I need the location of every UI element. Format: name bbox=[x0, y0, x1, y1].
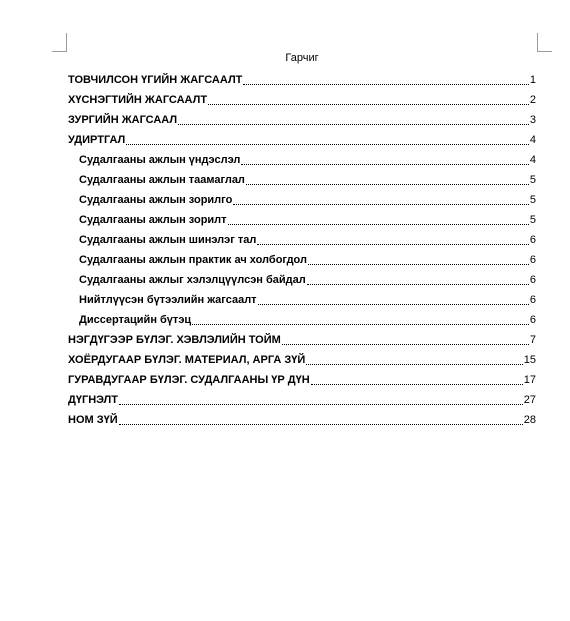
toc-entry[interactable] bbox=[68, 308, 536, 328]
toc-entry-title: Судалгааны ажлын практик ач холбогдол bbox=[79, 254, 307, 266]
toc-dot-leader bbox=[119, 424, 523, 425]
toc-entry[interactable] bbox=[68, 168, 536, 188]
toc-dot-leader bbox=[308, 264, 529, 265]
toc-entry-title: Нийтлүүсэн бүтээлийн жагсаалт bbox=[79, 294, 257, 306]
toc-page-number: 17 bbox=[523, 374, 536, 386]
toc-page-number: 5 bbox=[529, 194, 536, 206]
toc-entry[interactable] bbox=[68, 348, 536, 368]
toc-dot-leader bbox=[192, 324, 529, 325]
toc-dot-leader bbox=[228, 224, 529, 225]
toc-entry-title: ДҮГНЭЛТ bbox=[68, 394, 118, 406]
toc-page-number: 4 bbox=[529, 134, 536, 146]
toc-dot-leader bbox=[258, 304, 529, 305]
toc-entry[interactable] bbox=[68, 388, 536, 408]
toc-entry-title: Диссертацийн бүтэц bbox=[79, 314, 192, 326]
toc-dot-leader bbox=[307, 284, 529, 285]
toc-entry-title: ЗУРГИЙН ЖАГСААЛ bbox=[68, 114, 178, 126]
toc-entry[interactable] bbox=[68, 188, 536, 208]
toc-page-number: 6 bbox=[529, 274, 536, 286]
toc-page-number: 15 bbox=[523, 354, 536, 366]
toc-entry[interactable] bbox=[68, 268, 536, 288]
toc-entry-title: ХҮСНЭГТИЙН ЖАГСААЛТ bbox=[68, 94, 208, 106]
toc-page-number: 6 bbox=[529, 254, 536, 266]
toc-entry-title: ТОВЧИЛСОН ҮГИЙН ЖАГСААЛТ bbox=[68, 74, 243, 86]
toc-dot-leader bbox=[233, 204, 529, 205]
table-of-contents bbox=[68, 68, 536, 428]
toc-dot-leader bbox=[257, 244, 529, 245]
toc-entry[interactable] bbox=[68, 368, 536, 388]
toc-dot-leader bbox=[208, 104, 529, 105]
toc-page-number: 5 bbox=[529, 214, 536, 226]
toc-entry[interactable] bbox=[68, 68, 536, 88]
toc-page-number: 3 bbox=[529, 114, 536, 126]
toc-page-number: 2 bbox=[529, 94, 536, 106]
toc-dot-leader bbox=[246, 184, 529, 185]
toc-entry-title: ГУРАВДУГААР БҮЛЭГ. СУДАЛГААНЫ ҮР ДҮН bbox=[68, 374, 310, 386]
toc-dot-leader bbox=[178, 124, 529, 125]
toc-entry[interactable] bbox=[68, 328, 536, 348]
toc-page-number: 5 bbox=[529, 174, 536, 186]
toc-dot-leader bbox=[126, 144, 529, 145]
toc-dot-leader bbox=[311, 384, 523, 385]
toc-dot-leader bbox=[119, 404, 523, 405]
toc-dot-leader bbox=[282, 344, 529, 345]
toc-entry-title: Судалгааны ажлын таамаглал bbox=[79, 174, 245, 186]
toc-entry-title: ХОЁРДУГААР БҮЛЭГ. МАТЕРИАЛ, АРГА ЗҮЙ bbox=[68, 354, 306, 366]
toc-entry[interactable] bbox=[68, 148, 536, 168]
toc-entry[interactable] bbox=[68, 108, 536, 128]
toc-entry[interactable] bbox=[68, 208, 536, 228]
toc-entry-title: Судалгааны ажлын үндэслэл bbox=[79, 154, 241, 166]
toc-page-number: 7 bbox=[529, 334, 536, 346]
toc-entry[interactable] bbox=[68, 228, 536, 248]
toc-entry-title: Судалгааны ажлын зорилт bbox=[79, 214, 227, 226]
toc-entry[interactable] bbox=[68, 128, 536, 148]
toc-page-number: 1 bbox=[529, 74, 536, 86]
crop-mark-top-left bbox=[52, 33, 67, 52]
toc-dot-leader bbox=[241, 164, 529, 165]
toc-entry[interactable] bbox=[68, 88, 536, 108]
toc-entry[interactable] bbox=[68, 288, 536, 308]
toc-page-number: 6 bbox=[529, 314, 536, 326]
toc-dot-leader bbox=[243, 84, 528, 85]
crop-mark-top-right bbox=[537, 33, 552, 52]
toc-entry-title: НЭГДҮГЭЭР БҮЛЭГ. ХЭВЛЭЛИЙН ТОЙМ bbox=[68, 334, 281, 346]
toc-entry-title: НОМ ЗҮЙ bbox=[68, 414, 118, 426]
toc-entry-title: Судалгааны ажлын зорилго bbox=[79, 194, 233, 206]
toc-heading: Гарчиг bbox=[285, 52, 319, 64]
toc-entry[interactable] bbox=[68, 408, 536, 428]
toc-entry-title: Судалгааны ажлыг хэлэлцүүлсэн байдал bbox=[79, 274, 306, 286]
toc-entry-title: Судалгааны ажлын шинэлэг тал bbox=[79, 234, 257, 246]
toc-page-number: 4 bbox=[529, 154, 536, 166]
toc-page-number: 6 bbox=[529, 294, 536, 306]
toc-entry-title: УДИРТГАЛ bbox=[68, 134, 126, 146]
toc-page-number: 27 bbox=[523, 394, 536, 406]
toc-entry[interactable] bbox=[68, 248, 536, 268]
toc-dot-leader bbox=[306, 364, 522, 365]
toc-page-number: 28 bbox=[523, 414, 536, 426]
toc-page-number: 6 bbox=[529, 234, 536, 246]
